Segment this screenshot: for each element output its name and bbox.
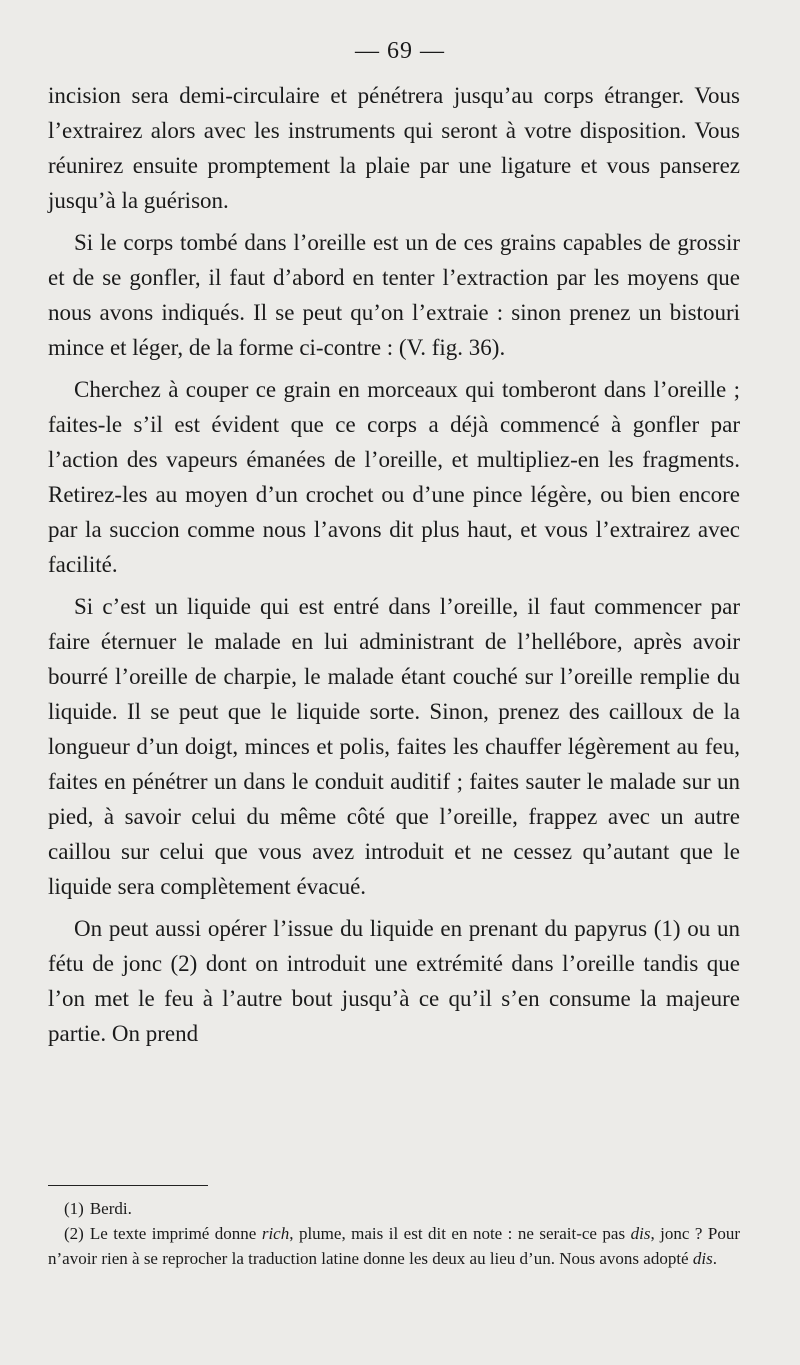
footnote-2-mark: (2) [64,1224,84,1243]
footnote-2-word-dis: dis [630,1224,651,1243]
paragraph-3: Cherchez à couper ce grain en morceaux qui tomberont dans l’oreille ; faites-le s’il est évident que ce corps a déjà commencé à gonfler par l’action des vapeurs émanées de l’oreille, et multipliez-en les fragments. Retirez-les au moyen d’un crochet ou d’une pince légère, ou bien encore par la succion comme nous l’avons dit plus haut, et vous l’extrairez avec facilité. [48,377,740,577]
paragraph-1: incision sera demi-circulaire et pénétrera jusqu’au corps étranger. Vous l’extrairez alors avec les instruments qui seront à votre disposition. Vous réunirez ensuite promptement la plaie par une ligature et vous panserez jusqu’à la guérison. [48,83,740,213]
paragraph-5: On peut aussi opérer l’issue du liquide en prenant du papyrus (1) ou un fétu de jonc (2) dont on introduit une extrémité dans l’oreille tandis que l’on met le feu à l’autre bout jusqu’à ce qu’il s’en consume la majeure partie. On prend [48,916,740,1046]
paragraph-4: Si c’est un liquide qui est entré dans l’oreille, il faut commencer par faire éternuer le malade en lui administrant de l’hellébore, après avoir bourré l’oreille de charpie, le malade étant couché sur l’oreille remplie du liquide. Il se peut que le liquide sorte. Sinon, prenez des cailloux de la longueur d’un doigt, minces et polis, faites les chauffer légèrement au feu, faites en pénétrer un dans le conduit auditif ; faites sauter le malade sur un pied, à savoir celui du même côté que l’oreille, frappez avec un autre caillou sur celui que vous avez introduit et ne cessez qu’autant que le liquide sera complètement évacué. [48,594,740,899]
footnote-2-word-dis-final: dis [692,1249,713,1268]
footnote-2 [48,1221,740,1271]
paragraph-2: Si le corps tombé dans l’oreille est un de ces grains capables de grossir et de se gonfler, il faut d’abord en tenter l’extraction par les moyens que nous avons indiqués. Il se peut qu’on l’extraie : sinon prenez un bistouri mince et léger, de la forme ci-contre : (V. fig. 36). [48,230,740,360]
footnote-1-mark: (1) [64,1199,84,1218]
main-text [48,78,740,1058]
footnotes [48,1196,740,1271]
footnote-2-word-rich: rich [261,1224,290,1243]
footnote-2-text-part-2: , plume, mais il est dit en note : ne serait-ce pas [289,1224,626,1243]
footnote-2-text-part-3: , jonc ? Pour n’avoir rien à se reprocher la traduction latine donne les deux au lieu d’un. Nous avons adopté [48,1224,741,1268]
footnote-2-end: . [712,1249,717,1268]
footnote-separator [48,1185,208,1186]
page-number: — 69 — [355,38,445,64]
footnote-1 [48,1196,740,1221]
footnote-2-text-part-1: Le texte imprimé donne [89,1224,257,1243]
footnote-1-text: Berdi. [89,1199,132,1218]
